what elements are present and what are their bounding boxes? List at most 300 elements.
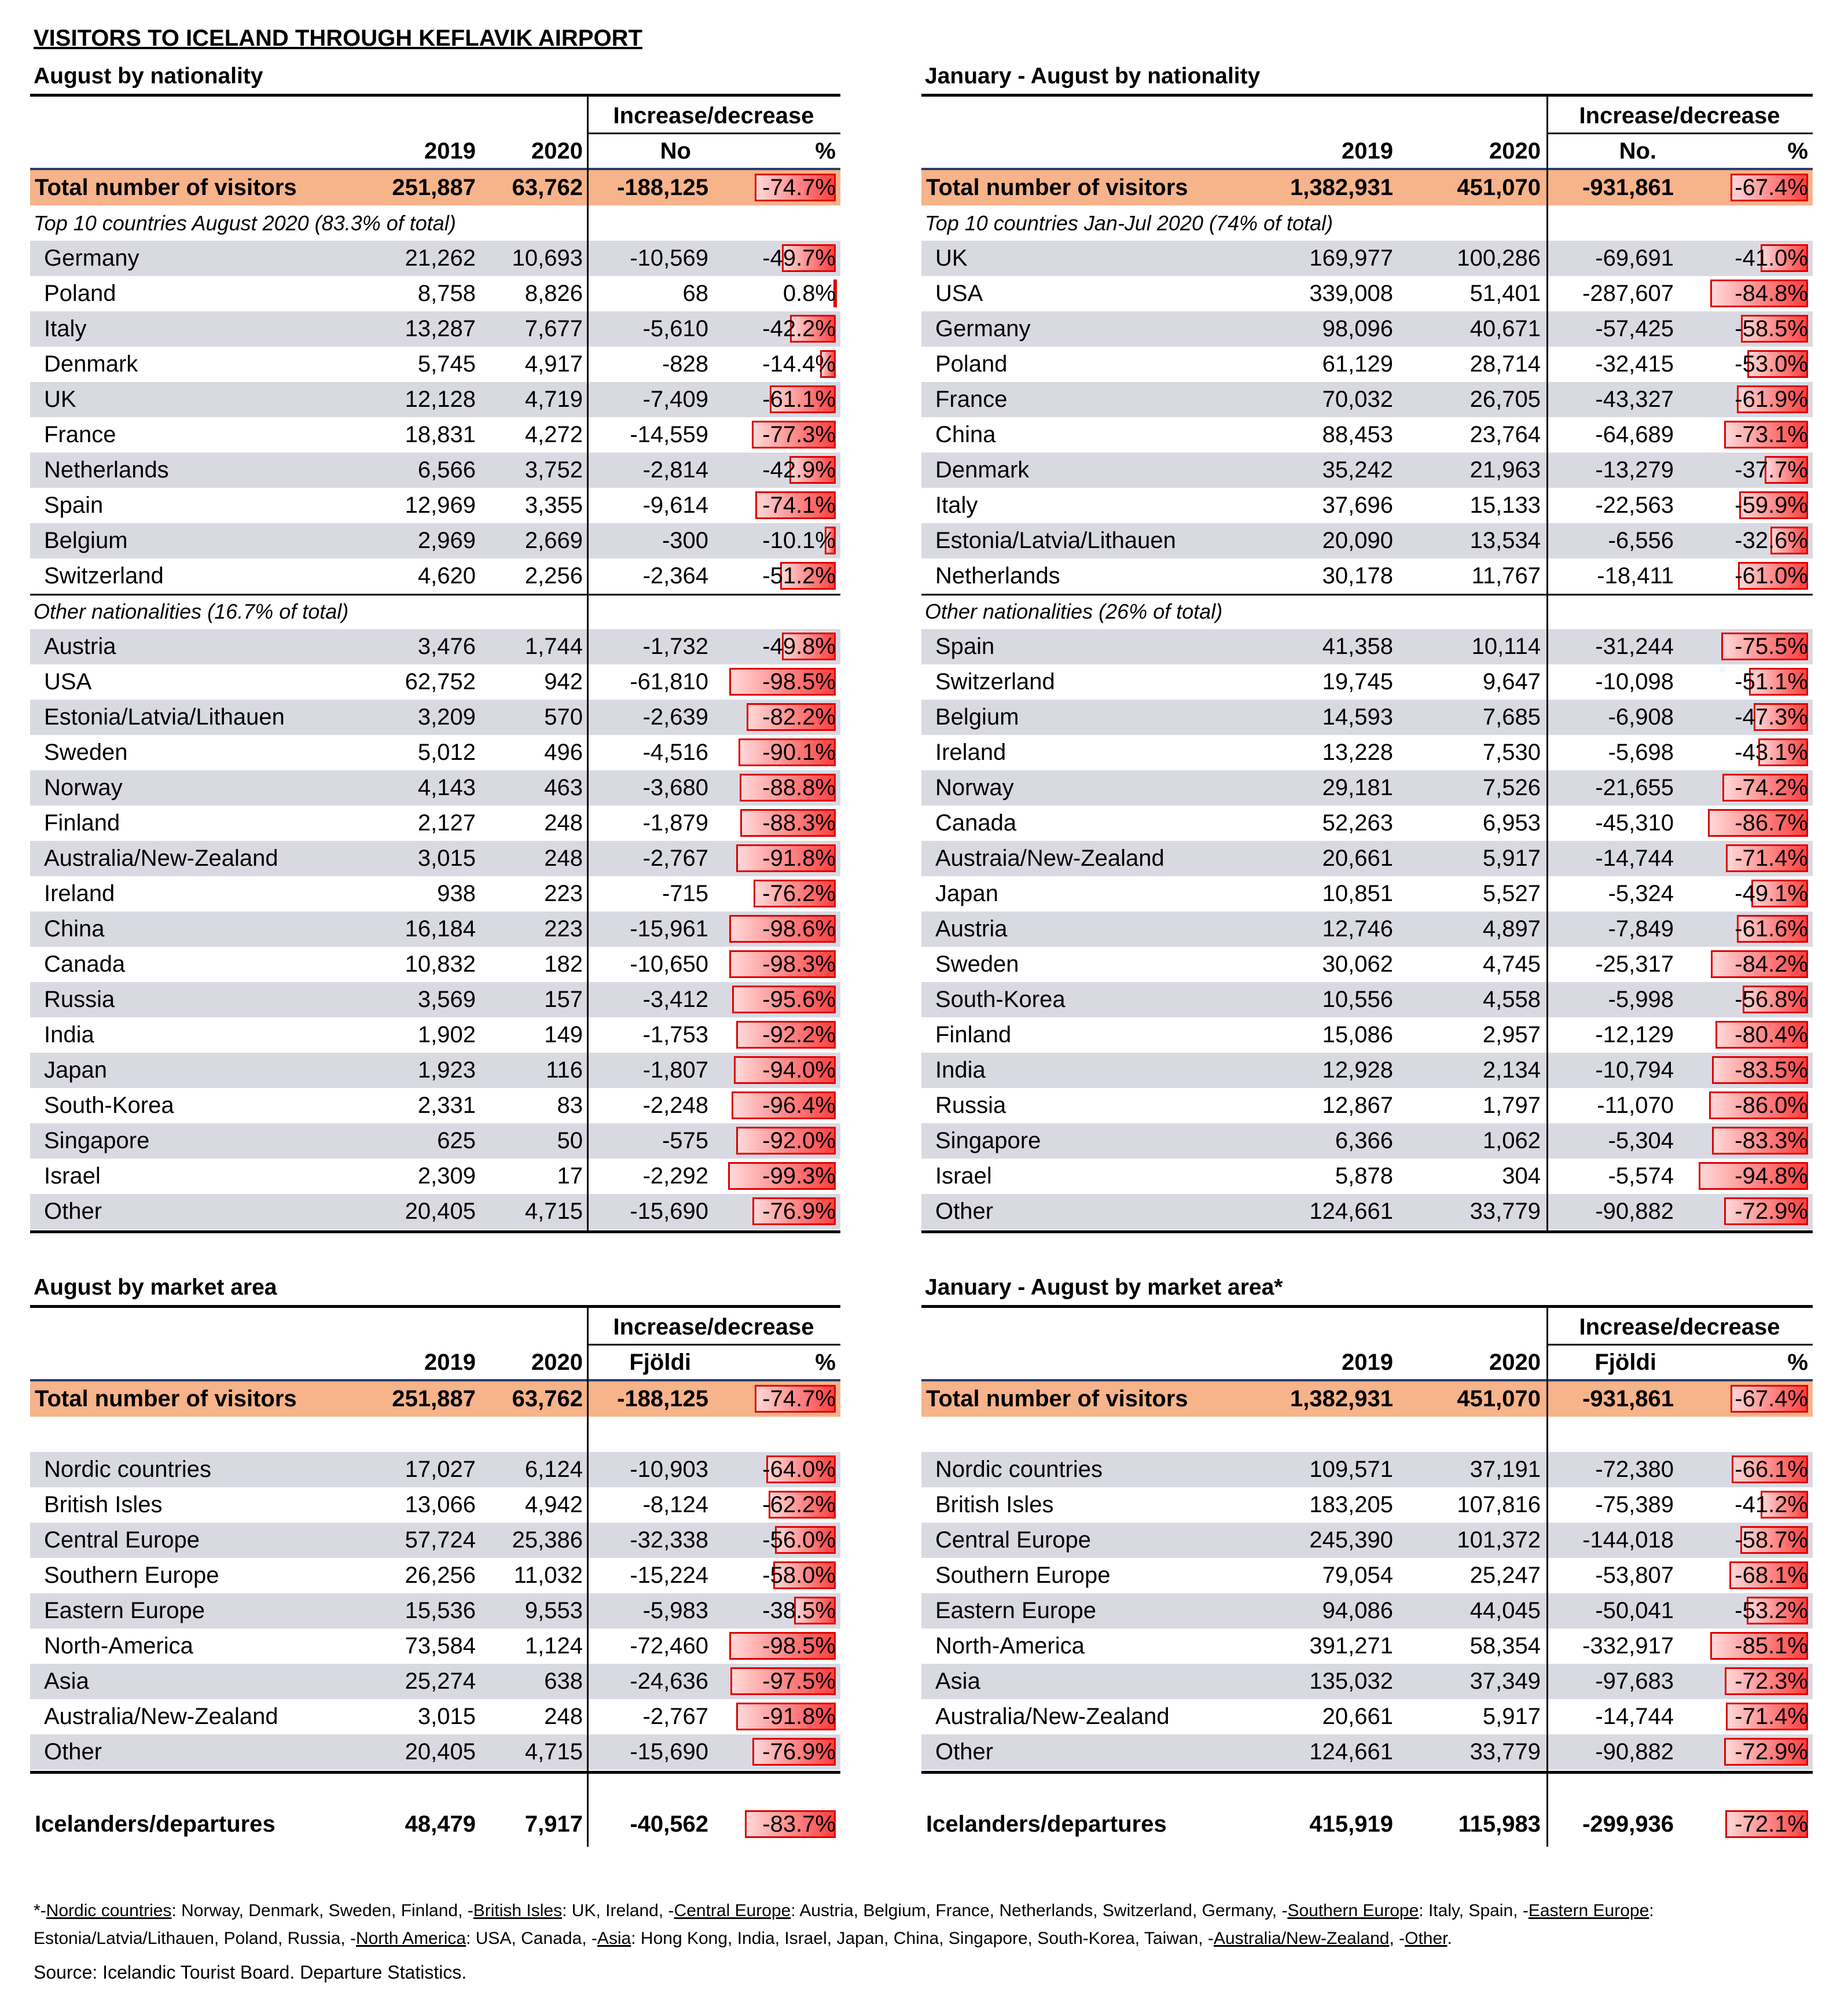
change-value: -715 <box>662 881 708 906</box>
pct-change: -75.5% <box>1735 634 1808 659</box>
header-group-row <box>921 98 1813 134</box>
footnote-text: : Norway, Denmark, Sweden, Finland, - <box>171 1901 473 1920</box>
column-divider <box>1546 1305 1548 1847</box>
row-label: Germany <box>44 245 139 271</box>
row-label: Other <box>935 1199 994 1224</box>
value-2020: 223 <box>544 881 583 906</box>
change-value: -18,411 <box>1597 563 1674 589</box>
pct-change: -84.2% <box>1735 951 1808 977</box>
table-row <box>921 453 1813 488</box>
value-2019: 3,015 <box>417 1704 476 1729</box>
value-2019: 52,263 <box>1322 810 1393 836</box>
table-row <box>30 488 840 523</box>
pct-change: -66.1% <box>1735 1457 1808 1482</box>
section-heading-row <box>30 1417 840 1452</box>
table-bottom-rule <box>30 1230 840 1233</box>
table-row <box>30 664 840 700</box>
pct-change: -64.0% <box>762 1457 836 1482</box>
pct-change: -42.2% <box>762 316 836 341</box>
col-pct-header: % <box>1787 1350 1808 1375</box>
value-2020: 4,897 <box>1482 916 1541 942</box>
section-rule <box>921 594 1813 596</box>
pct-change: -95.6% <box>762 987 836 1012</box>
change-value: -2,364 <box>642 563 708 589</box>
section-heading-row <box>921 1417 1813 1452</box>
value-2020: 570 <box>544 704 583 730</box>
row-label: Finland <box>935 1022 1012 1047</box>
value-2020: 1,797 <box>1482 1093 1541 1118</box>
value-2020: 2,957 <box>1482 1022 1541 1047</box>
table-row <box>921 417 1813 453</box>
pct-change: -98.6% <box>762 916 836 942</box>
footnote-term: Other <box>1405 1929 1447 1948</box>
pct-change: -92.2% <box>762 1022 836 1047</box>
value-2019: 94,086 <box>1322 1598 1393 1623</box>
change-value: -97,683 <box>1595 1668 1674 1694</box>
value-2020: 63,762 <box>512 175 583 200</box>
table-row <box>30 1123 840 1159</box>
row-label: India <box>44 1022 94 1047</box>
row-label: Estonia/Latvia/Lithauen <box>935 528 1176 553</box>
value-2020: 9,553 <box>524 1598 583 1623</box>
row-label: Eastern Europe <box>44 1598 205 1623</box>
change-value: -90,882 <box>1595 1739 1674 1765</box>
value-2020: 7,917 <box>524 1811 583 1837</box>
pct-change: -74.7% <box>762 175 836 200</box>
value-2020: 15,133 <box>1469 492 1541 518</box>
row-label: Norway <box>935 775 1014 800</box>
table-row <box>30 347 840 382</box>
value-2020: 116 <box>546 1057 583 1083</box>
change-value: -8,124 <box>642 1492 708 1517</box>
value-2019: 6,566 <box>417 457 476 483</box>
value-2020: 37,191 <box>1469 1457 1541 1482</box>
change-value: -1,753 <box>642 1022 708 1047</box>
total-visitors-row <box>30 1381 840 1417</box>
table-row <box>30 806 840 841</box>
pct-change: -74.2% <box>1735 775 1808 800</box>
change-value: -575 <box>662 1128 708 1153</box>
value-2020: 23,764 <box>1469 422 1541 447</box>
pct-change: -56.0% <box>762 1527 836 1553</box>
change-value: -5,998 <box>1608 987 1674 1012</box>
value-2020: 10,693 <box>512 245 583 271</box>
value-2020: 4,558 <box>1482 987 1541 1012</box>
row-label: Australia/New-Zealand <box>44 1704 278 1729</box>
table-row <box>921 629 1813 664</box>
change-value: -90,882 <box>1595 1199 1674 1224</box>
value-2019: 26,256 <box>405 1563 476 1588</box>
value-2020: 2,134 <box>1482 1057 1541 1083</box>
table-row <box>921 735 1813 770</box>
row-label: UK <box>935 245 968 271</box>
change-value: -188,125 <box>617 1386 708 1411</box>
row-label: USA <box>44 669 92 694</box>
pct-change: -98.3% <box>762 951 836 977</box>
value-2019: 2,309 <box>417 1163 476 1189</box>
change-value: -25,317 <box>1595 951 1674 977</box>
value-2019: 124,661 <box>1309 1739 1393 1765</box>
change-value: -2,639 <box>642 704 708 730</box>
change-value: -75,389 <box>1595 1492 1674 1517</box>
pct-change: -61.9% <box>1735 387 1808 412</box>
table-row <box>30 523 840 558</box>
table-row <box>30 1664 840 1699</box>
table-row <box>30 1053 840 1088</box>
footnote-text: , - <box>1389 1929 1405 1948</box>
row-label: Central Europe <box>44 1527 200 1553</box>
col-2020-header: 2020 <box>531 138 583 164</box>
value-2019: 17,027 <box>405 1457 476 1482</box>
change-value: -22,563 <box>1595 492 1674 518</box>
value-2019: 35,242 <box>1322 457 1393 483</box>
table-row <box>921 947 1813 982</box>
pct-change: -53.2% <box>1735 1598 1808 1623</box>
change-value: -72,380 <box>1595 1457 1674 1482</box>
pct-change: -71.4% <box>1735 846 1808 871</box>
pct-change: -51.2% <box>762 563 836 589</box>
footnote-text: : Estonia/Latvia/Lithauen, Poland, Russia, - <box>34 1901 1654 1948</box>
value-2020: 63,762 <box>512 1386 583 1411</box>
pct-change: -72.9% <box>1735 1199 1808 1224</box>
value-2020: 51,401 <box>1469 281 1541 306</box>
row-label: Other <box>44 1199 102 1224</box>
table-row <box>921 1194 1813 1229</box>
value-2019: 13,228 <box>1322 740 1393 765</box>
value-2020: 13,534 <box>1469 528 1541 553</box>
table-row <box>921 770 1813 806</box>
value-2020: 2,669 <box>524 528 583 553</box>
row-label: Asia <box>44 1668 89 1694</box>
pct-change: -10.1% <box>762 528 836 553</box>
value-2019: 12,867 <box>1322 1093 1393 1118</box>
change-value: -6,908 <box>1608 704 1674 730</box>
value-2020: 4,272 <box>524 422 583 447</box>
value-2019: 12,128 <box>405 387 476 412</box>
value-2019: 61,129 <box>1322 351 1393 377</box>
value-2019: 251,887 <box>392 175 476 200</box>
table-row <box>921 841 1813 876</box>
value-2020: 942 <box>544 669 583 694</box>
section-heading-row <box>921 205 1813 241</box>
value-2019: 135,032 <box>1309 1668 1393 1694</box>
change-value: -69,691 <box>1595 245 1674 271</box>
value-2019: 169,977 <box>1309 245 1393 271</box>
section-heading-row <box>30 594 840 629</box>
table-top-rule <box>30 1305 840 1308</box>
value-2020: 4,715 <box>524 1199 583 1224</box>
pct-change: -62.2% <box>762 1492 836 1517</box>
row-label: Italy <box>935 492 978 518</box>
change-value: -12,129 <box>1595 1022 1674 1047</box>
footnote-term: Australia/New-Zealand <box>1213 1929 1390 1948</box>
pct-change: -99.3% <box>762 1163 836 1189</box>
row-label: Spain <box>935 634 995 659</box>
pct-change: -84.8% <box>1735 281 1808 306</box>
row-label: Denmark <box>935 457 1030 483</box>
pct-change: -56.8% <box>1735 987 1808 1012</box>
pct-change: -83.5% <box>1735 1057 1808 1083</box>
table-row <box>921 700 1813 735</box>
value-2020: 5,527 <box>1482 881 1541 906</box>
pct-change: -72.9% <box>1735 1739 1808 1765</box>
value-2019: 1,382,931 <box>1290 1386 1393 1411</box>
value-2020: 149 <box>544 1022 583 1047</box>
value-2020: 33,779 <box>1469 1199 1541 1224</box>
row-label: Canada <box>935 810 1017 836</box>
panel-title: August by market area <box>34 1275 277 1300</box>
row-label: Singapore <box>935 1128 1041 1153</box>
panel-title: January - August by market area* <box>925 1275 1283 1300</box>
value-2019: 1,902 <box>417 1022 476 1047</box>
row-label: Singapore <box>44 1128 150 1153</box>
col-2020-header: 2020 <box>1489 138 1541 164</box>
pct-change: -41.0% <box>1735 245 1808 271</box>
row-label: Sweden <box>935 951 1019 977</box>
pct-change: -92.0% <box>762 1128 836 1153</box>
table-row <box>921 1629 1813 1664</box>
change-value: -1,732 <box>642 634 708 659</box>
row-label: China <box>44 916 105 942</box>
panel-title: January - August by nationality <box>925 64 1261 89</box>
value-2020: 248 <box>544 810 583 836</box>
value-2020: 37,349 <box>1469 1668 1541 1694</box>
value-2020: 11,032 <box>513 1563 583 1588</box>
value-2020: 101,372 <box>1457 1527 1541 1553</box>
value-2020: 26,705 <box>1469 387 1541 412</box>
value-2019: 15,536 <box>405 1598 476 1623</box>
value-2019: 1,923 <box>417 1057 476 1083</box>
row-label: Australia/New-Zealand <box>44 846 278 871</box>
col-change-header: No <box>660 138 691 164</box>
change-value: -6,556 <box>1608 528 1674 553</box>
value-2020: 1,124 <box>524 1633 583 1659</box>
value-2020: 157 <box>544 987 583 1012</box>
header-group-row <box>30 98 840 134</box>
pct-change: -37.7% <box>1735 457 1808 483</box>
column-divider <box>587 1305 589 1847</box>
value-2019: 10,832 <box>405 951 476 977</box>
table-row <box>921 347 1813 382</box>
value-2020: 1,744 <box>524 634 583 659</box>
total-visitors-row <box>921 1381 1813 1417</box>
pct-change: -67.4% <box>1735 175 1808 200</box>
row-label: Central Europe <box>935 1527 1092 1553</box>
value-2020: 248 <box>544 846 583 871</box>
change-value: -45,310 <box>1595 810 1674 836</box>
value-2020: 4,942 <box>524 1492 583 1517</box>
col-2019-header: 2019 <box>1342 1350 1393 1375</box>
pct-change: -77.3% <box>762 422 836 447</box>
table-row <box>30 735 840 770</box>
value-2019: 13,287 <box>405 316 476 341</box>
pct-change: -68.1% <box>1735 1563 1808 1588</box>
footnote-text: . <box>1447 1929 1452 1948</box>
pct-change: -32.6% <box>1735 528 1808 553</box>
change-value: -1,879 <box>642 810 708 836</box>
change-value: -11,070 <box>1597 1093 1674 1118</box>
change-value: -931,861 <box>1582 175 1674 200</box>
value-2019: 20,405 <box>405 1199 476 1224</box>
pct-change: -67.4% <box>1735 1386 1808 1411</box>
pct-change: -94.8% <box>1735 1163 1808 1189</box>
value-2020: 304 <box>1502 1163 1541 1189</box>
row-label: British Isles <box>44 1492 163 1517</box>
value-2020: 8,826 <box>524 281 583 306</box>
table-row <box>30 700 840 735</box>
row-label: British Isles <box>935 1492 1054 1517</box>
value-2019: 15,086 <box>1322 1022 1393 1047</box>
value-2020: 44,045 <box>1469 1598 1541 1623</box>
value-2020: 83 <box>557 1093 583 1118</box>
value-2019: 12,746 <box>1322 916 1393 942</box>
pct-change: -49.7% <box>762 245 836 271</box>
pct-change: -83.7% <box>762 1811 836 1837</box>
value-2019: 14,593 <box>1322 704 1393 730</box>
header-columns-row <box>30 134 840 169</box>
table-row <box>30 311 840 347</box>
section-heading: Top 10 countries August 2020 (83.3% of total) <box>34 211 456 235</box>
row-label: Japan <box>44 1057 107 1083</box>
pct-change: -61.0% <box>1735 563 1808 589</box>
col-change-header: Fjöldi <box>1595 1350 1656 1375</box>
column-divider <box>1546 94 1548 1232</box>
table-row <box>30 558 840 594</box>
table-row <box>921 1734 1813 1770</box>
value-2019: 88,453 <box>1322 422 1393 447</box>
row-label: USA <box>935 281 983 306</box>
table-row <box>921 1452 1813 1487</box>
increase-decrease-header: Increase/decrease <box>1579 103 1780 128</box>
footnote-term: Eastern Europe <box>1528 1901 1649 1920</box>
table-row <box>30 382 840 417</box>
row-label: Belgium <box>44 528 128 553</box>
footnote-text: : Italy, Spain, - <box>1419 1901 1529 1920</box>
row-label: Austraia/New-Zealand <box>935 846 1164 871</box>
footnote-term: Asia <box>597 1929 631 1948</box>
pct-change: 0.8% <box>782 281 836 306</box>
row-label: Ireland <box>935 740 1006 765</box>
row-label: Israel <box>44 1163 101 1189</box>
value-2019: 4,143 <box>417 775 476 800</box>
table-row <box>921 241 1813 276</box>
value-2019: 251,887 <box>392 1386 476 1411</box>
value-2019: 29,181 <box>1322 775 1393 800</box>
table-bottom-rule <box>921 1230 1813 1233</box>
row-label: Spain <box>44 492 104 518</box>
change-value: -10,098 <box>1595 669 1674 694</box>
pct-change: -91.8% <box>762 846 836 871</box>
value-2019: 12,928 <box>1322 1057 1393 1083</box>
pct-change: -58.0% <box>762 1563 836 1588</box>
value-2020: 33,779 <box>1469 1739 1541 1765</box>
row-label: Icelanders/departures <box>35 1811 275 1837</box>
value-2020: 6,124 <box>524 1457 583 1482</box>
row-label: Southern Europe <box>935 1563 1111 1588</box>
table-top-rule <box>921 94 1813 97</box>
value-2020: 40,671 <box>1469 316 1541 341</box>
value-2020: 4,917 <box>524 351 583 377</box>
value-2020: 28,714 <box>1469 351 1541 377</box>
row-label: Italy <box>44 316 87 341</box>
row-label: Austria <box>44 634 116 659</box>
header-columns-row <box>30 1345 840 1380</box>
pct-change: -71.4% <box>1735 1704 1808 1729</box>
value-2019: 30,178 <box>1322 563 1393 589</box>
change-value: -61,810 <box>630 669 708 694</box>
pct-change: -94.0% <box>762 1057 836 1083</box>
table-row <box>30 1088 840 1123</box>
value-2019: 8,758 <box>417 281 476 306</box>
table-row <box>30 1734 840 1770</box>
footnote-term: Nordic countries <box>46 1901 172 1920</box>
total-visitors-row <box>921 170 1813 205</box>
section-rule <box>30 594 840 596</box>
total-visitors-row <box>30 170 840 205</box>
pct-change: -61.1% <box>762 387 836 412</box>
table-row <box>30 947 840 982</box>
value-2019: 19,745 <box>1322 669 1393 694</box>
change-value: -31,244 <box>1595 634 1674 659</box>
pct-change: -82.2% <box>762 704 836 730</box>
footnote-text: : Hong Kong, India, Israel, Japan, China, Singapore, South-Korea, Taiwan, - <box>631 1929 1214 1948</box>
change-value: -7,409 <box>642 387 708 412</box>
row-label: Australia/New-Zealand <box>935 1704 1170 1729</box>
row-label: Russia <box>935 1093 1006 1118</box>
row-label: Total number of visitors <box>926 175 1188 200</box>
pct-change: -73.1% <box>1735 422 1808 447</box>
value-2020: 2,256 <box>524 563 583 589</box>
value-2019: 12,969 <box>405 492 476 518</box>
pct-change: -86.0% <box>1735 1093 1808 1118</box>
col-2020-header: 2020 <box>1489 1350 1541 1375</box>
change-value: -10,650 <box>630 951 708 977</box>
row-label: Belgium <box>935 704 1019 730</box>
section-heading: Other nationalities (26% of total) <box>925 600 1223 623</box>
row-label: Japan <box>935 881 998 906</box>
value-2019: 25,274 <box>405 1668 476 1694</box>
pct-change: -38.5% <box>762 1598 836 1623</box>
change-value: -72,460 <box>630 1633 708 1659</box>
value-2019: 5,012 <box>417 740 476 765</box>
table-row <box>30 982 840 1017</box>
section-heading: Top 10 countries Jan-Jul 2020 (74% of total) <box>925 211 1333 235</box>
pct-change: -91.8% <box>762 1704 836 1729</box>
footnote <box>34 1897 1816 1953</box>
col-2020-header: 2020 <box>531 1350 583 1375</box>
value-2019: 3,569 <box>417 987 476 1012</box>
change-value: -14,744 <box>1595 1704 1674 1729</box>
table-row <box>921 1699 1813 1734</box>
table-row <box>921 1017 1813 1053</box>
change-value: -5,574 <box>1608 1163 1674 1189</box>
row-label: Switzerland <box>44 563 164 589</box>
value-2019: 3,209 <box>417 704 476 730</box>
table-row <box>921 382 1813 417</box>
value-2020: 107,816 <box>1457 1492 1541 1517</box>
row-label: South-Korea <box>935 987 1066 1012</box>
row-label: Total number of visitors <box>35 175 297 200</box>
pct-change: -59.9% <box>1735 492 1808 518</box>
row-label: Austria <box>935 916 1008 942</box>
row-label: Netherlands <box>44 457 169 483</box>
value-2019: 2,969 <box>417 528 476 553</box>
table-row <box>921 488 1813 523</box>
pct-change: -86.7% <box>1735 810 1808 836</box>
change-value: -32,415 <box>1595 351 1674 377</box>
page-title: VISITORS TO ICELAND THROUGH KEFLAVIK AIRPORT <box>34 25 642 51</box>
change-value: -15,224 <box>630 1563 708 1588</box>
